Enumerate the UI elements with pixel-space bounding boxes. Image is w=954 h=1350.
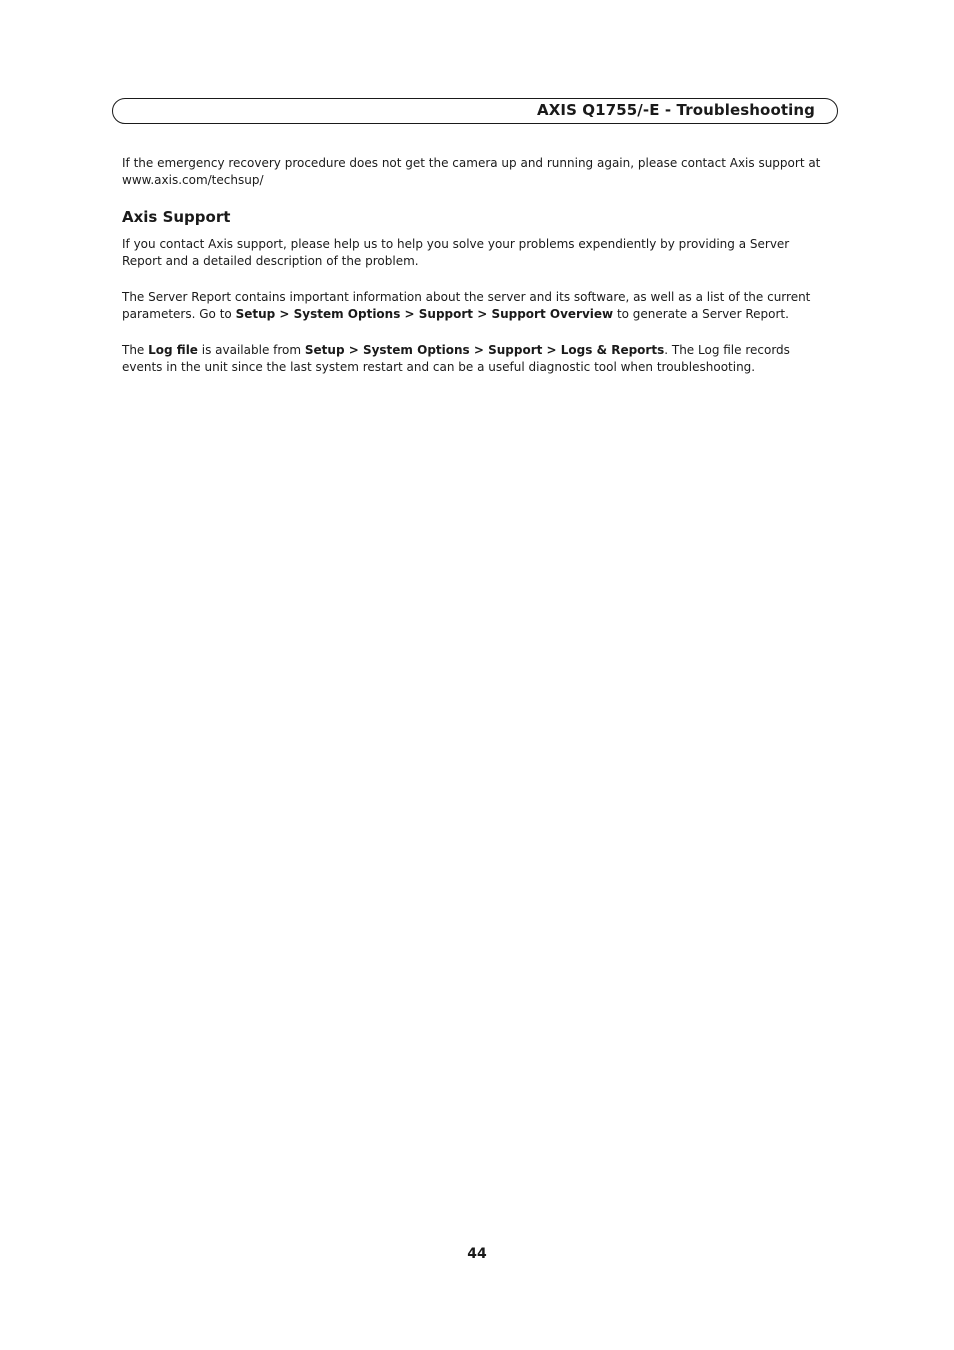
menu-path: Setup > System Options > Support > Logs & Reports xyxy=(304,343,665,357)
log-file-term: Log file xyxy=(148,343,198,357)
text-span: The Server Report contains important information about the server and its software, as well as a list of the current parameters. Go to xyxy=(122,290,811,321)
section-heading-axis-support: Axis Support xyxy=(122,208,231,226)
text-span: is available from xyxy=(197,343,305,357)
support-paragraph-1: If you contact Axis support, please help us to help you solve your problems expendiently by providing a Server Report and a detailed description of the problem. xyxy=(122,237,790,268)
page-header-title: AXIS Q1755/-E - Troubleshooting xyxy=(537,101,815,119)
intro-paragraph: If the emergency recovery procedure does not get the camera up and running again, please contact Axis support at www.axis.com/techsup/ xyxy=(122,156,821,187)
text-span: to generate a Server Report. xyxy=(613,307,789,321)
menu-path: Setup > System Options > Support > Support Overview xyxy=(235,307,614,321)
page-header-bar xyxy=(112,98,838,124)
support-paragraph-2 xyxy=(122,289,827,323)
text-span: . The Log file records events in the unit since the last system restart and can be a useful diagnostic tool when troubleshooting. xyxy=(122,343,790,374)
page-content xyxy=(122,155,827,395)
support-paragraph-3 xyxy=(122,342,827,376)
text-span: The xyxy=(122,343,149,357)
page-number: 44 xyxy=(467,1246,487,1262)
